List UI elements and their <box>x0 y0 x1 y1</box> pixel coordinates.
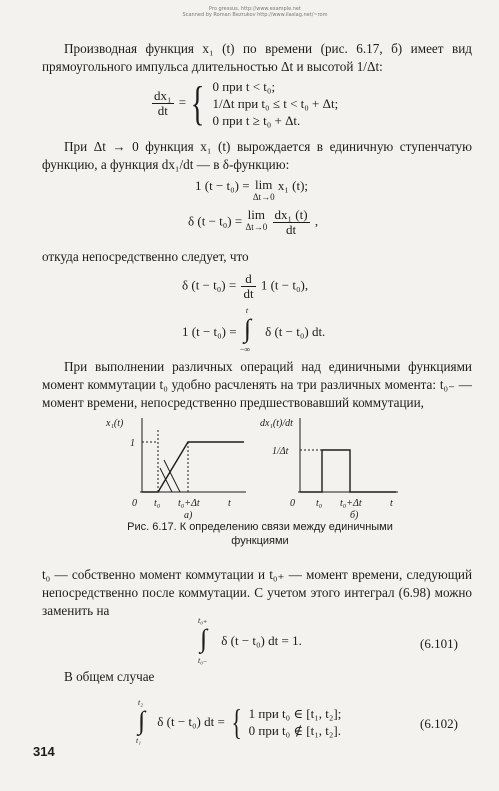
case-2: 0 при t₀ ∉ [t₁, t₂]. <box>248 723 341 738</box>
eq-rhs: δ (t − t₀) dt. <box>265 324 326 339</box>
integral-sign: ∫ <box>200 624 208 653</box>
equation-step-integral <box>182 306 326 356</box>
integral-upper: t₀₊ <box>198 616 208 625</box>
lim: lim <box>247 207 266 222</box>
frac-den: dt <box>157 103 168 118</box>
eq-tail: , <box>311 213 319 229</box>
eqno-6-102: (6.102) <box>420 716 458 731</box>
eq-lhs: δ (t − t₀) = <box>188 213 246 229</box>
eq-lhs: 1 (t − t₀) = <box>195 178 253 193</box>
eq-rhs: x₁ (t); <box>277 178 309 193</box>
eq-lhs: δ (t − t₀) = <box>182 277 240 293</box>
left-xt1: t₀ <box>154 498 161 509</box>
left-ytick: 1 <box>130 438 135 449</box>
frac-den: dt <box>285 222 297 237</box>
figure-caption: Рис. 6.17. К определению связи между единичными функциями <box>127 521 393 547</box>
eq-rhs: 1 (t − t₀), <box>260 277 309 293</box>
left-xaxis: t <box>228 498 231 509</box>
right-sub: б) <box>350 510 359 521</box>
frac-num: dx₁ <box>154 88 172 103</box>
figure-6-17 <box>0 410 499 522</box>
right-xt2: t₀+Δt <box>340 498 362 509</box>
eq-body: δ (t − t₀) dt = 1. <box>221 633 302 648</box>
left-ylabel: x₁(t) <box>106 418 124 429</box>
page-number: 314 <box>33 744 55 759</box>
hatch-2 <box>164 460 180 492</box>
right-xaxis: t <box>390 498 393 509</box>
case-3: 0 при t ≥ t₀ + Δt. <box>212 113 301 128</box>
equation-delta-limit <box>188 208 318 237</box>
integral-upper: t₂ <box>138 698 144 707</box>
equation-6-102 <box>134 700 341 748</box>
paragraph-4: При выполнении различных операций над единичными функциями момент коммутации t₀ удобно расчленять на три различных момента: t₀₋ — момент времени, непосредственно предшествовавший коммутации, <box>42 359 472 410</box>
lim-sub: Δt→0 <box>245 222 268 232</box>
eqno-6-101: (6.101) <box>420 636 458 651</box>
left-sub: а) <box>184 510 193 521</box>
lim-sub: Δt→0 <box>252 192 275 202</box>
integral-sign: ∫ <box>243 314 251 343</box>
frac-num: dx₁ (t) <box>274 207 308 222</box>
paragraph-3: откуда непосредственно следует, что <box>42 249 249 264</box>
scan-header: Pro gressus, http://www.example.net Scanned by Roman Bezrukov http://www.ilaslag.net/~rom <box>182 6 328 18</box>
paragraph-1: Производная функция x₁ (t) по времени (рис. 6.17, б) имеет вид прямоугольного импульса длительностью Δt и высотой 1/Δt: <box>42 41 472 74</box>
case-1: 0 при t < t₀; <box>212 79 276 94</box>
paragraph-2: При Δt → 0 функция x₁ (t) вырождается в единичную ступенчатую функцию, а функция dx₁/dt — в δ-функцию: <box>42 139 472 172</box>
case-2: 1/Δt при t₀ ≤ t < t₀ + Δt; <box>212 96 339 111</box>
equation-step-limit <box>195 178 308 204</box>
left-origin: 0 <box>132 498 137 509</box>
lim: lim <box>255 177 273 192</box>
integral-sign: ∫ <box>138 706 146 735</box>
case-1: 1 при t₀ ∈ [t₁, t₂]; <box>248 706 342 721</box>
right-ylabel: dx₁(t)/dt <box>260 418 293 429</box>
right-origin: 0 <box>290 498 295 509</box>
integral-lower: t₀₋ <box>198 656 208 665</box>
brace: { <box>231 702 242 742</box>
left-xt2: t₀+Δt <box>178 498 200 509</box>
integral-lower: −∞ <box>239 345 251 354</box>
frac-num: d <box>241 272 255 287</box>
right-ytick: 1/Δt <box>272 446 289 457</box>
integral-lower: t₁ <box>136 736 142 745</box>
equation-delta-derivative <box>182 272 308 301</box>
eq-body: δ (t − t₀) dt = <box>157 714 229 729</box>
equation-6-101 <box>196 618 302 668</box>
equation-derivative-cases: $\frac{\text{dx₁}}{dt}$ ={ 0 при t < t₀; 1/Δt при t₀ ≤ t < t₀ + Δt; 0 при t ≥ t₀ + Δt. <box>154 76 339 130</box>
eq-lhs: 1 (t − t₀) = <box>182 324 240 339</box>
right-xt1: t₀ <box>316 498 323 509</box>
paragraph-5: t₀ — собственно момент коммутации и t₀₊ — момент времени, следующий непосредственно после коммутации. С учетом этого интеграл (6.98) можно заменить на <box>42 567 472 618</box>
integral-upper: t <box>245 306 249 315</box>
paragraph-6: В общем случае <box>64 669 155 684</box>
frac-den: dt <box>243 286 254 301</box>
ramp-curve <box>142 442 244 492</box>
pulse-curve <box>300 450 396 492</box>
